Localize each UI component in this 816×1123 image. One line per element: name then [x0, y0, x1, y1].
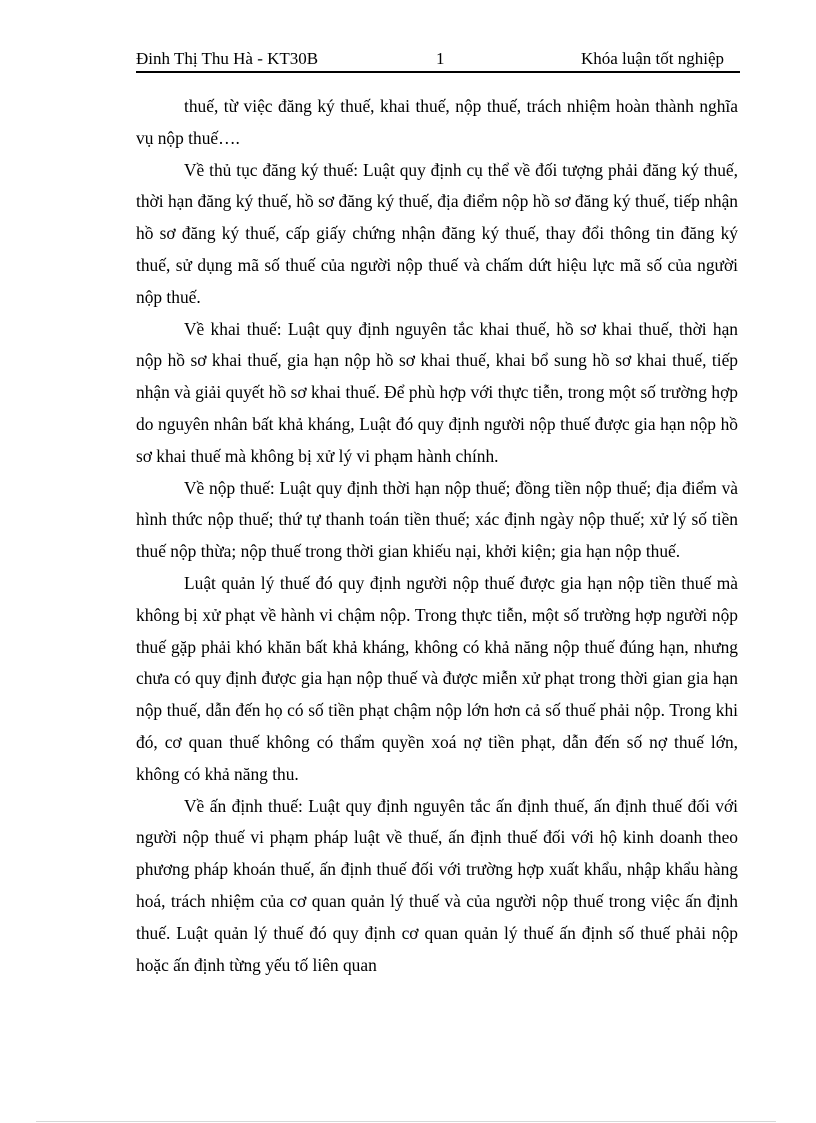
header-page-number: 1 [436, 49, 445, 68]
paragraph-payment-extension: Luật quản lý thuế đó quy định người nộp thuế được gia hạn nộp tiền thuế mà không bị xử phạt về hành vi chậm nộp. Trong thực tiễn, một số trường hợp người nộp thuế gặp phải khó khăn bất khả kháng, không có khả năng nộp thuế đúng hạn, nhưng chưa có quy định được gia hạn nộp thuế và được miễn xử phạt trong thời gian gia hạn nộp thuế, dẫn đến họ có số tiền phạt chậm nộp lớn hơn cả số thuế phải nộp. Trong khi đó, cơ quan thuế không có thẩm quyền xoá nợ tiền phạt, dẫn đến số nợ thuế lớn, không có khả năng thu. [136, 572, 738, 784]
header-document-type: Khóa luận tốt nghiệp [580, 49, 724, 68]
paragraph-continuation: thuế, từ việc đăng ký thuế, khai thuế, nộp thuế, trách nhiệm hoàn thành nghĩa vụ nộp thuế…. [136, 96, 738, 148]
paragraph-tax-assessment: Về ấn định thuế: Luật quy định nguyên tắc ấn định thuế, ấn định thuế đối với người nộp thuế vi phạm pháp luật về thuế, ấn định thuế đối với hộ kinh doanh theo phương pháp khoán thuế, ấn định thuế đối với trường hợp xuất khẩu, nhập khẩu hàng hoá, trách nhiệm của cơ quan quản lý thuế và của người nộp thuế trong việc ấn định thuế. Luật quản lý thuế đó quy định cơ quan quản lý thuế ấn định số thuế phải nộp hoặc ấn định từng yếu tố liên quan [136, 795, 738, 975]
page-bottom-edge [36, 1121, 776, 1122]
paragraph-tax-declaration: Về khai thuế: Luật quy định nguyên tắc khai thuế, hồ sơ khai thuế, thời hạn nộp hồ sơ khai thuế, gia hạn nộp hồ sơ khai thuế, khai bổ sung hồ sơ khai thuế, tiếp nhận và giải quyết hồ sơ khai thuế. Để phù hợp với thực tiễn, trong một số trường hợp do nguyên nhân bất khả kháng, Luật đó quy định người nộp thuế được gia hạn nộp hồ sơ khai thuế mà không bị xử lý vi phạm hành chính. [136, 318, 738, 466]
header-divider [136, 71, 740, 73]
document-body [136, 91, 738, 981]
page-header [136, 48, 740, 70]
paragraph-tax-payment: Về nộp thuế: Luật quy định thời hạn nộp thuế; đồng tiền nộp thuế; địa điểm và hình thức nộp thuế; thứ tự thanh toán tiền thuế; xác định ngày nộp thuế; xử lý số tiền thuế nộp thừa; nộp thuế trong thời gian khiếu nại, khởi kiện; gia hạn nộp thuế. [136, 477, 738, 562]
header-author: Đinh Thị Thu Hà - KT30B [136, 49, 319, 68]
paragraph-tax-registration: Về thủ tục đăng ký thuế: Luật quy định cụ thể về đối tượng phải đăng ký thuế, thời hạn đăng ký thuế, hồ sơ đăng ký thuế, địa điểm nộp hồ sơ đăng ký thuế, tiếp nhận hồ sơ đăng ký thuế, cấp giấy chứng nhận đăng ký thuế, thay đổi thông tin đăng ký thuế, sử dụng mã số thuế của người nộp thuế và chấm dứt hiệu lực mã số của người nộp thuế. [136, 159, 738, 307]
